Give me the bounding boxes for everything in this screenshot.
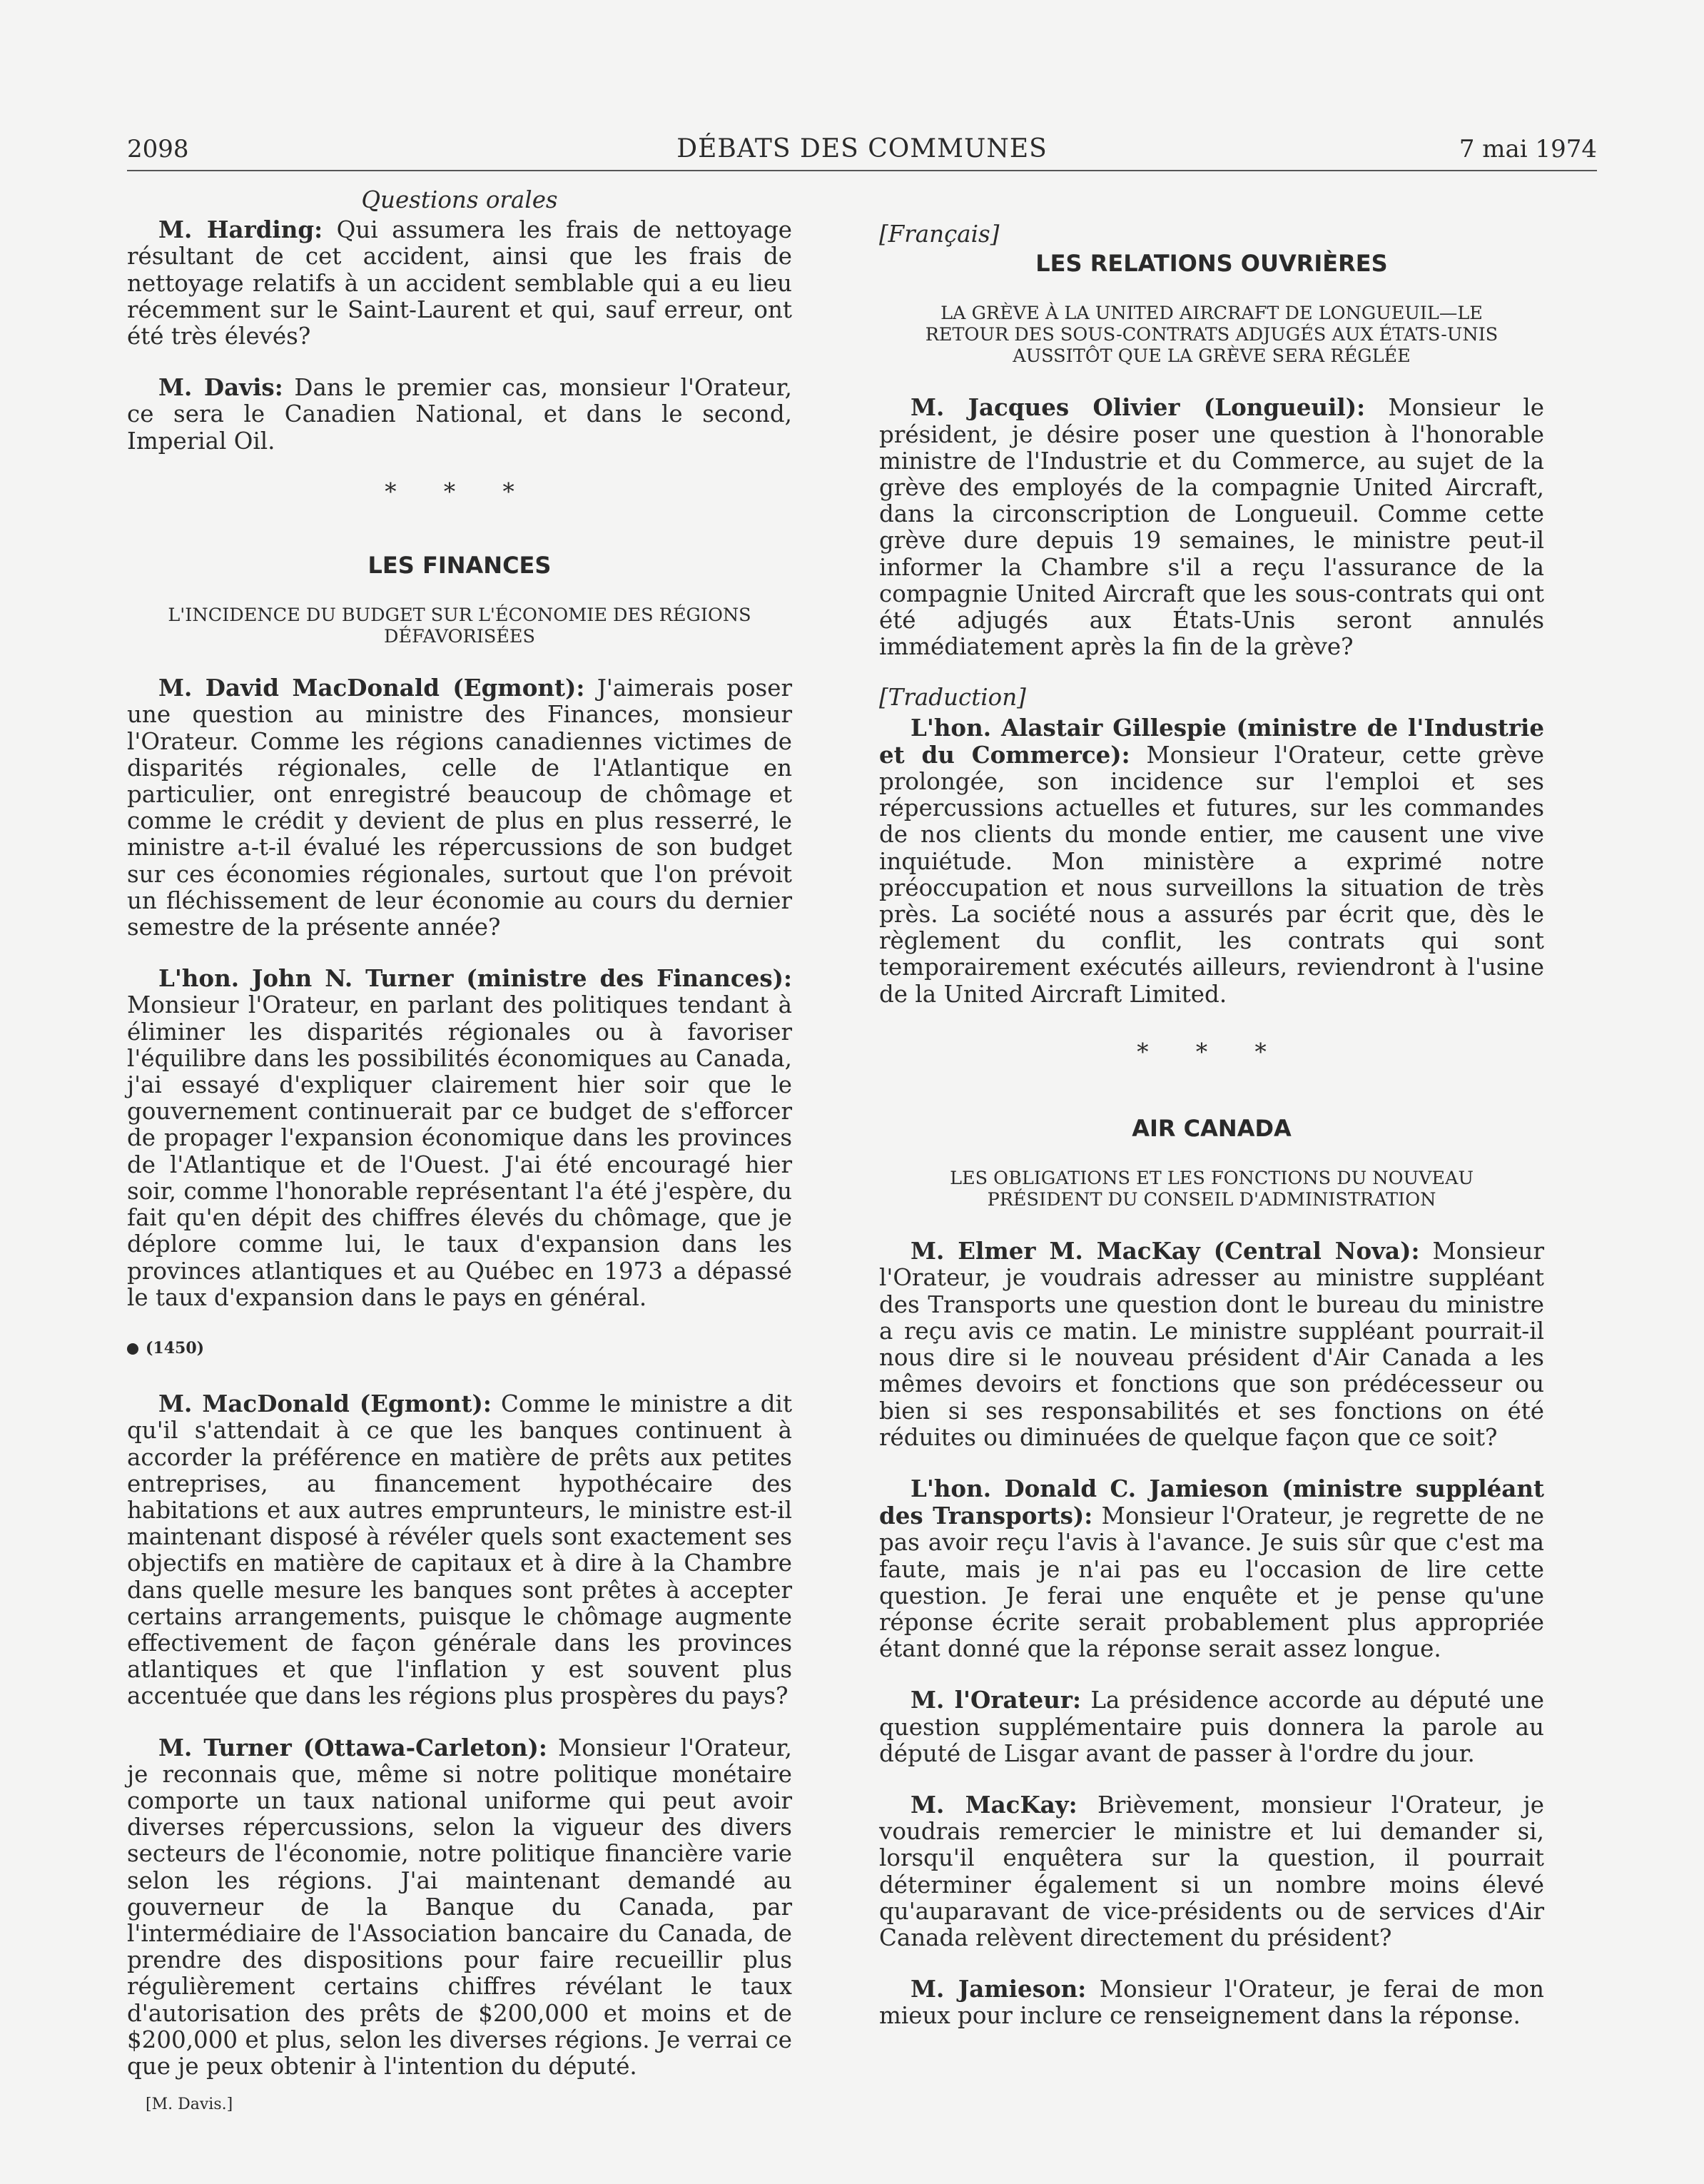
speech-text: Qui assumera les frais de nettoyage résultant de cet accident, ainsi que les frais de nettoyage relatifs à un accident semblable qui a eu lieu récemment sur le Saint-Laurent et qui, sauf erreur, ont été très élevés?	[127, 216, 792, 350]
speaker-name: L'hon. John N. Turner (ministre des Finances):	[158, 964, 792, 993]
speaker-name: M. Harding:	[158, 216, 323, 244]
speaker-name: M. MacKay:	[911, 1790, 1077, 1819]
page-number: 2098	[127, 135, 189, 163]
section-title-labour: LES RELATIONS OUVRIÈRES	[1035, 250, 1388, 278]
paragraph-mackay-2	[879, 1791, 1544, 1951]
paragraph-davis	[127, 374, 792, 455]
paragraph-jamieson-2	[879, 1976, 1544, 2029]
speech-text: Monsieur l'Orateur, je regrette de ne pas avoir reçu l'avis à l'avance. Je suis sûr que c'est ma faute, mais je n'ai pas eu l'occasion de lire cette question. Je ferai une enquête et je pense qu'une réponse écrite serait probablement plus appropriée étant donné que la réponse serait assez longue.	[879, 1502, 1544, 1663]
speech-text: Monsieur l'Orateur, je reconnais que, même si notre politique monétaire comporte un taux national uniforme qui peut avoir diverses répercussions, selon la vigueur des divers secteurs de l'économie, notre politique financière varie selon les régions. J'ai maintenant demandé au gouverneur de la Banque du Canada, par l'intermédiaire de l'Association bancaire du Canada, de prendre des dispositions pour faire recueillir plus régulièrement certains chiffres révélant le taux d'autorisation des prêts de $200,000 et moins et de $200,000 et plus, selon les diverses régions. Je verrai ce que je peux obtenir à l'intention du député.	[127, 1734, 792, 2080]
timestamp-marker	[127, 1335, 792, 1362]
running-head: Questions orales	[361, 186, 558, 213]
page-date: 7 mai 1974	[1459, 135, 1597, 163]
timestamp-text: (1450)	[146, 1338, 205, 1358]
right-column	[879, 221, 1544, 2054]
speaker-name: M. Jamieson:	[911, 1975, 1087, 2003]
paragraph-turner	[127, 965, 792, 1311]
language-marker: [Français]	[879, 221, 1000, 248]
speaker-name: M. David MacDonald (Egmont):	[158, 674, 585, 702]
speech-text: Monsieur l'Orateur, je ferai de mon mieux pour inclure ce renseignement dans la réponse.	[879, 1976, 1544, 2030]
publication-title: DÉBATS DES COMMUNES	[676, 134, 1048, 163]
left-column	[127, 187, 792, 2118]
speaker-name: L'hon. Donald C. Jamieson (ministre suppléant des Transports):	[879, 1474, 1544, 1530]
speaker-name: M. l'Orateur:	[911, 1686, 1081, 1714]
section-title-air-canada: AIR CANADA	[1132, 1115, 1292, 1143]
section-subtitle-labour: LA GRÈVE À LA UNITED AIRCRAFT DE LONGUEUIL—LE RETOUR DES SOUS-CONTRATS ADJUGÉS AUX ÉTATS-UNIS AUSSITÔT QUE LA GRÈVE SERA RÉGLÉE	[925, 303, 1498, 368]
page-header	[127, 133, 1597, 171]
speech-text: Monsieur l'Orateur, cette grève prolongée, son incidence sur l'emploi et ses répercussions actuelles et futures, sur les commandes de nos clients du monde entier, me causent une vive inquiétude. Mon ministère a exprimé notre préoccupation et nous surveillons la situation de très près. La société nous a assurés par écrit que, dès le règlement du conflit, les contrats qui sont temporairement exécutés ailleurs, reviendront à l'usine de la United Aircraft Limited.	[879, 741, 1544, 1008]
paragraph-macdonald	[127, 674, 792, 941]
speaker-name: L'hon. Alastair Gillespie (ministre de l'Industrie et du Commerce):	[879, 713, 1544, 769]
footer-note: [M. Davis.]	[146, 2095, 233, 2114]
speaker-name: M. Davis:	[158, 373, 283, 402]
paragraph-mackay	[879, 1238, 1544, 1451]
section-title-finances: LES FINANCES	[367, 552, 552, 580]
speech-text: J'aimerais poser une question au ministre des Finances, monsieur l'Orateur. Comme les régions canadiennes victimes de disparités régionales, celle de l'Atlantique en particulier, ont enregistré beaucoup de chômage et comme le crédit y devient de plus en plus resserré, le ministre a-t-il évalué les répercussions de son budget sur ces économies régionales, surtout que l'on prévoit un fléchissement de leur économie au cours du dernier semestre de la présente année?	[127, 674, 793, 941]
section-subtitle-air-canada: LES OBLIGATIONS ET LES FONCTIONS DU NOUVEAU PRÉSIDENT DU CONSEIL D'ADMINISTRATION	[950, 1168, 1474, 1211]
speaker-name: M. MacDonald (Egmont):	[158, 1390, 492, 1418]
paragraph-harding	[127, 216, 792, 350]
section-separator: * * *	[1137, 1038, 1287, 1066]
speech-text: Comme le ministre a dit qu'il s'attendait à ce que les banques continuent à accorder la préférence en matière de prêts aux petites entreprises, au financement hypothécaire des habitations et aux autres emprunteurs, le ministre est-il maintenant disposé à révéler quels sont exactement ses objectifs en matière de capitaux et à dire à la Chambre dans quelle mesure les banques sont prêtes à accepter certains arrangements, puisque le chômage augmente effectivement de façon générale dans les provinces atlantiques et que l'inflation y est souvent plus accentuée que dans les régions plus prospères du pays?	[127, 1390, 793, 1710]
speaker-name: M. Turner (Ottawa-Carleton):	[158, 1733, 547, 1761]
speech-text: Monsieur l'Orateur, en parlant des politiques tendant à éliminer les disparités régionales ou à favoriser l'équilibre dans les possibilités économiques au Canada, j'ai essayé d'expliquer clairement hier soir que le gouvernement continuerait par ce budget de s'efforcer de propager l'expansion économique dans les provinces de l'Atlantique et de l'Ouest. J'ai été encouragé hier soir, comme l'honorable représentant l'a été j'espère, du fait qu'en dépit des chiffres élevés du chômage, que je déplore comme lui, le taux d'expansion dans les provinces atlantiques et au Québec en 1973 a dépassé le taux d'expansion dans le pays en général.	[127, 991, 792, 1311]
paragraph-olivier	[879, 394, 1544, 660]
speech-text: Monsieur le président, je désire poser une question à l'honorable ministre de l'Industrie et du Commerce, au sujet de la grève des employés de la compagnie United Aircraft, dans la circonscription de Longueuil. Comme cette grève dure depuis 19 semaines, le ministre peut-il informer la Chambre s'il a reçu l'assurance de la compagnie United Aircraft que les sous-contrats qui ont été adjugés aux États-Unis seront annulés immédiatement après la fin de la grève?	[879, 394, 1544, 661]
bullet-icon	[127, 1343, 138, 1355]
paragraph-gillespie	[879, 714, 1544, 1008]
section-separator: * * *	[385, 477, 534, 505]
speaker-name: M. Jacques Olivier (Longueuil):	[911, 393, 1366, 422]
speech-text: Dans le premier cas, monsieur l'Orateur, ce sera le Canadien National, et dans le second, Imperial Oil.	[127, 374, 793, 455]
paragraph-orateur	[879, 1687, 1544, 1767]
paragraph-turner-2	[127, 1734, 792, 2081]
speech-text: Monsieur l'Orateur, je voudrais adresser au ministre suppléant des Transports une question dont le bureau du ministre a reçu avis ce matin. Le ministre suppléant pourrait-il nous dire si le nouveau président d'Air Canada a les mêmes devoirs et fonctions que son prédécesseur ou bien si ses responsabilités et ses fonctions on été réduites ou diminuées de quelque façon que ce soit?	[879, 1238, 1544, 1451]
paragraph-macdonald-2	[127, 1390, 792, 1709]
section-subtitle-finances: L'INCIDENCE DU BUDGET SUR L'ÉCONOMIE DES RÉGIONS DÉFAVORISÉES	[168, 605, 751, 648]
speech-text: Brièvement, monsieur l'Orateur, je voudrais remercier le ministre et lui demander si, lorsqu'il enquêtera sur la question, il pourrait déterminer également si un nombre moins élevé qu'auparavant de vice-présidents ou de services d'Air Canada relèvent directement du président?	[879, 1791, 1544, 1951]
speaker-name: M. Elmer M. MacKay (Central Nova):	[911, 1237, 1420, 1265]
paragraph-jamieson	[879, 1475, 1544, 1662]
speech-text: La présidence accorde au député une question supplémentaire puis donnera la parole au député de Lisgar avant de passer à l'ordre du jour.	[879, 1687, 1544, 1767]
language-marker: [Traduction]	[879, 684, 1026, 712]
